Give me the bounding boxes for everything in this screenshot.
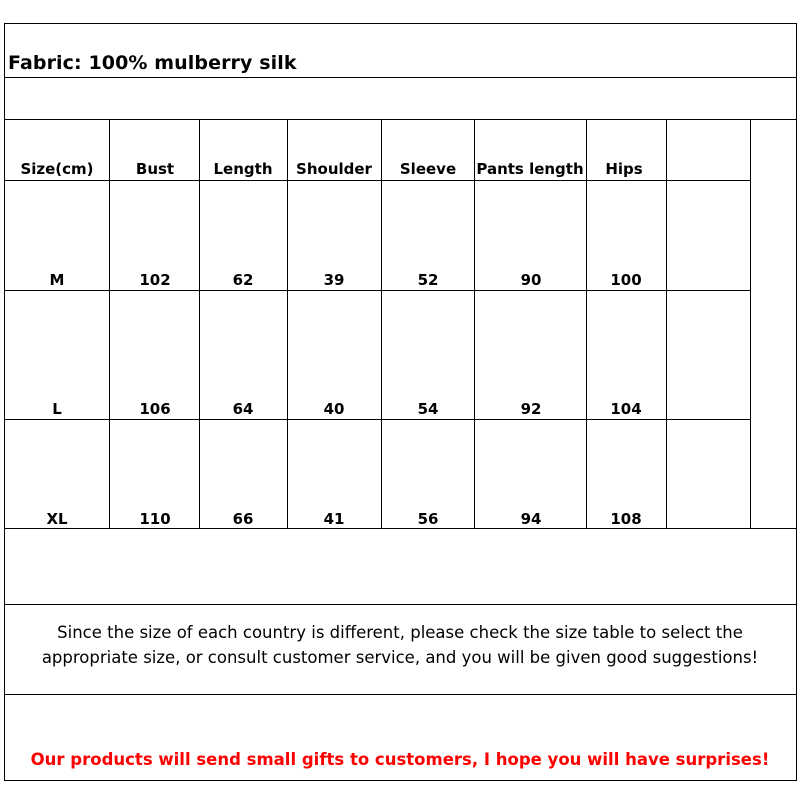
column-divider — [381, 119, 382, 529]
cell-bust-l: 106 — [139, 400, 171, 418]
cell-shoulder-l: 40 — [323, 400, 345, 418]
divider-below-title — [4, 77, 796, 78]
cell-pants-length-xl: 94 — [520, 510, 542, 528]
cell-pants-length-m: 90 — [520, 271, 542, 289]
cell-hips-l: 104 — [610, 400, 642, 418]
cell-shoulder-m: 39 — [323, 271, 345, 289]
cell-shoulder-xl: 41 — [323, 510, 345, 528]
cell-pants-length-l: 92 — [520, 400, 542, 418]
size-advice-note: Since the size of each country is different, please check the size table to select the appropriate size, or consult customer service, and you will be given good suggestions! — [41, 623, 759, 667]
cell-sleeve-xl: 56 — [417, 510, 439, 528]
column-divider — [474, 119, 475, 529]
column-divider — [586, 119, 587, 529]
gift-promo-text: Our products will send small gifts to customers, I hope you will have surprises! — [30, 750, 770, 769]
header-size: Size(cm) — [20, 160, 94, 178]
row-m-bottom — [4, 290, 750, 291]
column-divider — [666, 119, 667, 529]
column-divider — [199, 119, 200, 529]
cell-length-xl: 66 — [232, 510, 254, 528]
cell-bust-m: 102 — [139, 271, 171, 289]
cell-sleeve-l: 54 — [417, 400, 439, 418]
border-top — [4, 23, 796, 24]
header-length: Length — [213, 160, 273, 178]
fabric-title: Fabric: 100% mulberry silk — [8, 52, 297, 74]
cell-hips-m: 100 — [610, 271, 642, 289]
border-bottom — [4, 780, 796, 781]
divider-below-note — [4, 694, 796, 695]
table-bottom-border — [4, 528, 796, 529]
cell-sleeve-m: 52 — [417, 271, 439, 289]
cell-size-l: L — [52, 400, 62, 418]
cell-hips-xl: 108 — [610, 510, 642, 528]
header-bust: Bust — [135, 160, 175, 178]
column-divider — [109, 119, 110, 529]
column-divider — [287, 119, 288, 529]
column-divider — [750, 119, 751, 529]
header-sleeve: Sleeve — [399, 160, 457, 178]
cell-length-m: 62 — [232, 271, 254, 289]
row-l-bottom — [4, 419, 750, 420]
cell-size-xl: XL — [46, 510, 68, 528]
divider-above-note — [4, 604, 796, 605]
header-shoulder: Shoulder — [296, 160, 372, 178]
header-hips: Hips — [605, 160, 643, 178]
header-row-bottom — [4, 180, 750, 181]
cell-length-l: 64 — [232, 400, 254, 418]
table-top-border — [4, 119, 796, 120]
cell-bust-xl: 110 — [139, 510, 171, 528]
header-pants-length: Pants length — [476, 160, 584, 178]
cell-size-m: M — [49, 271, 65, 289]
